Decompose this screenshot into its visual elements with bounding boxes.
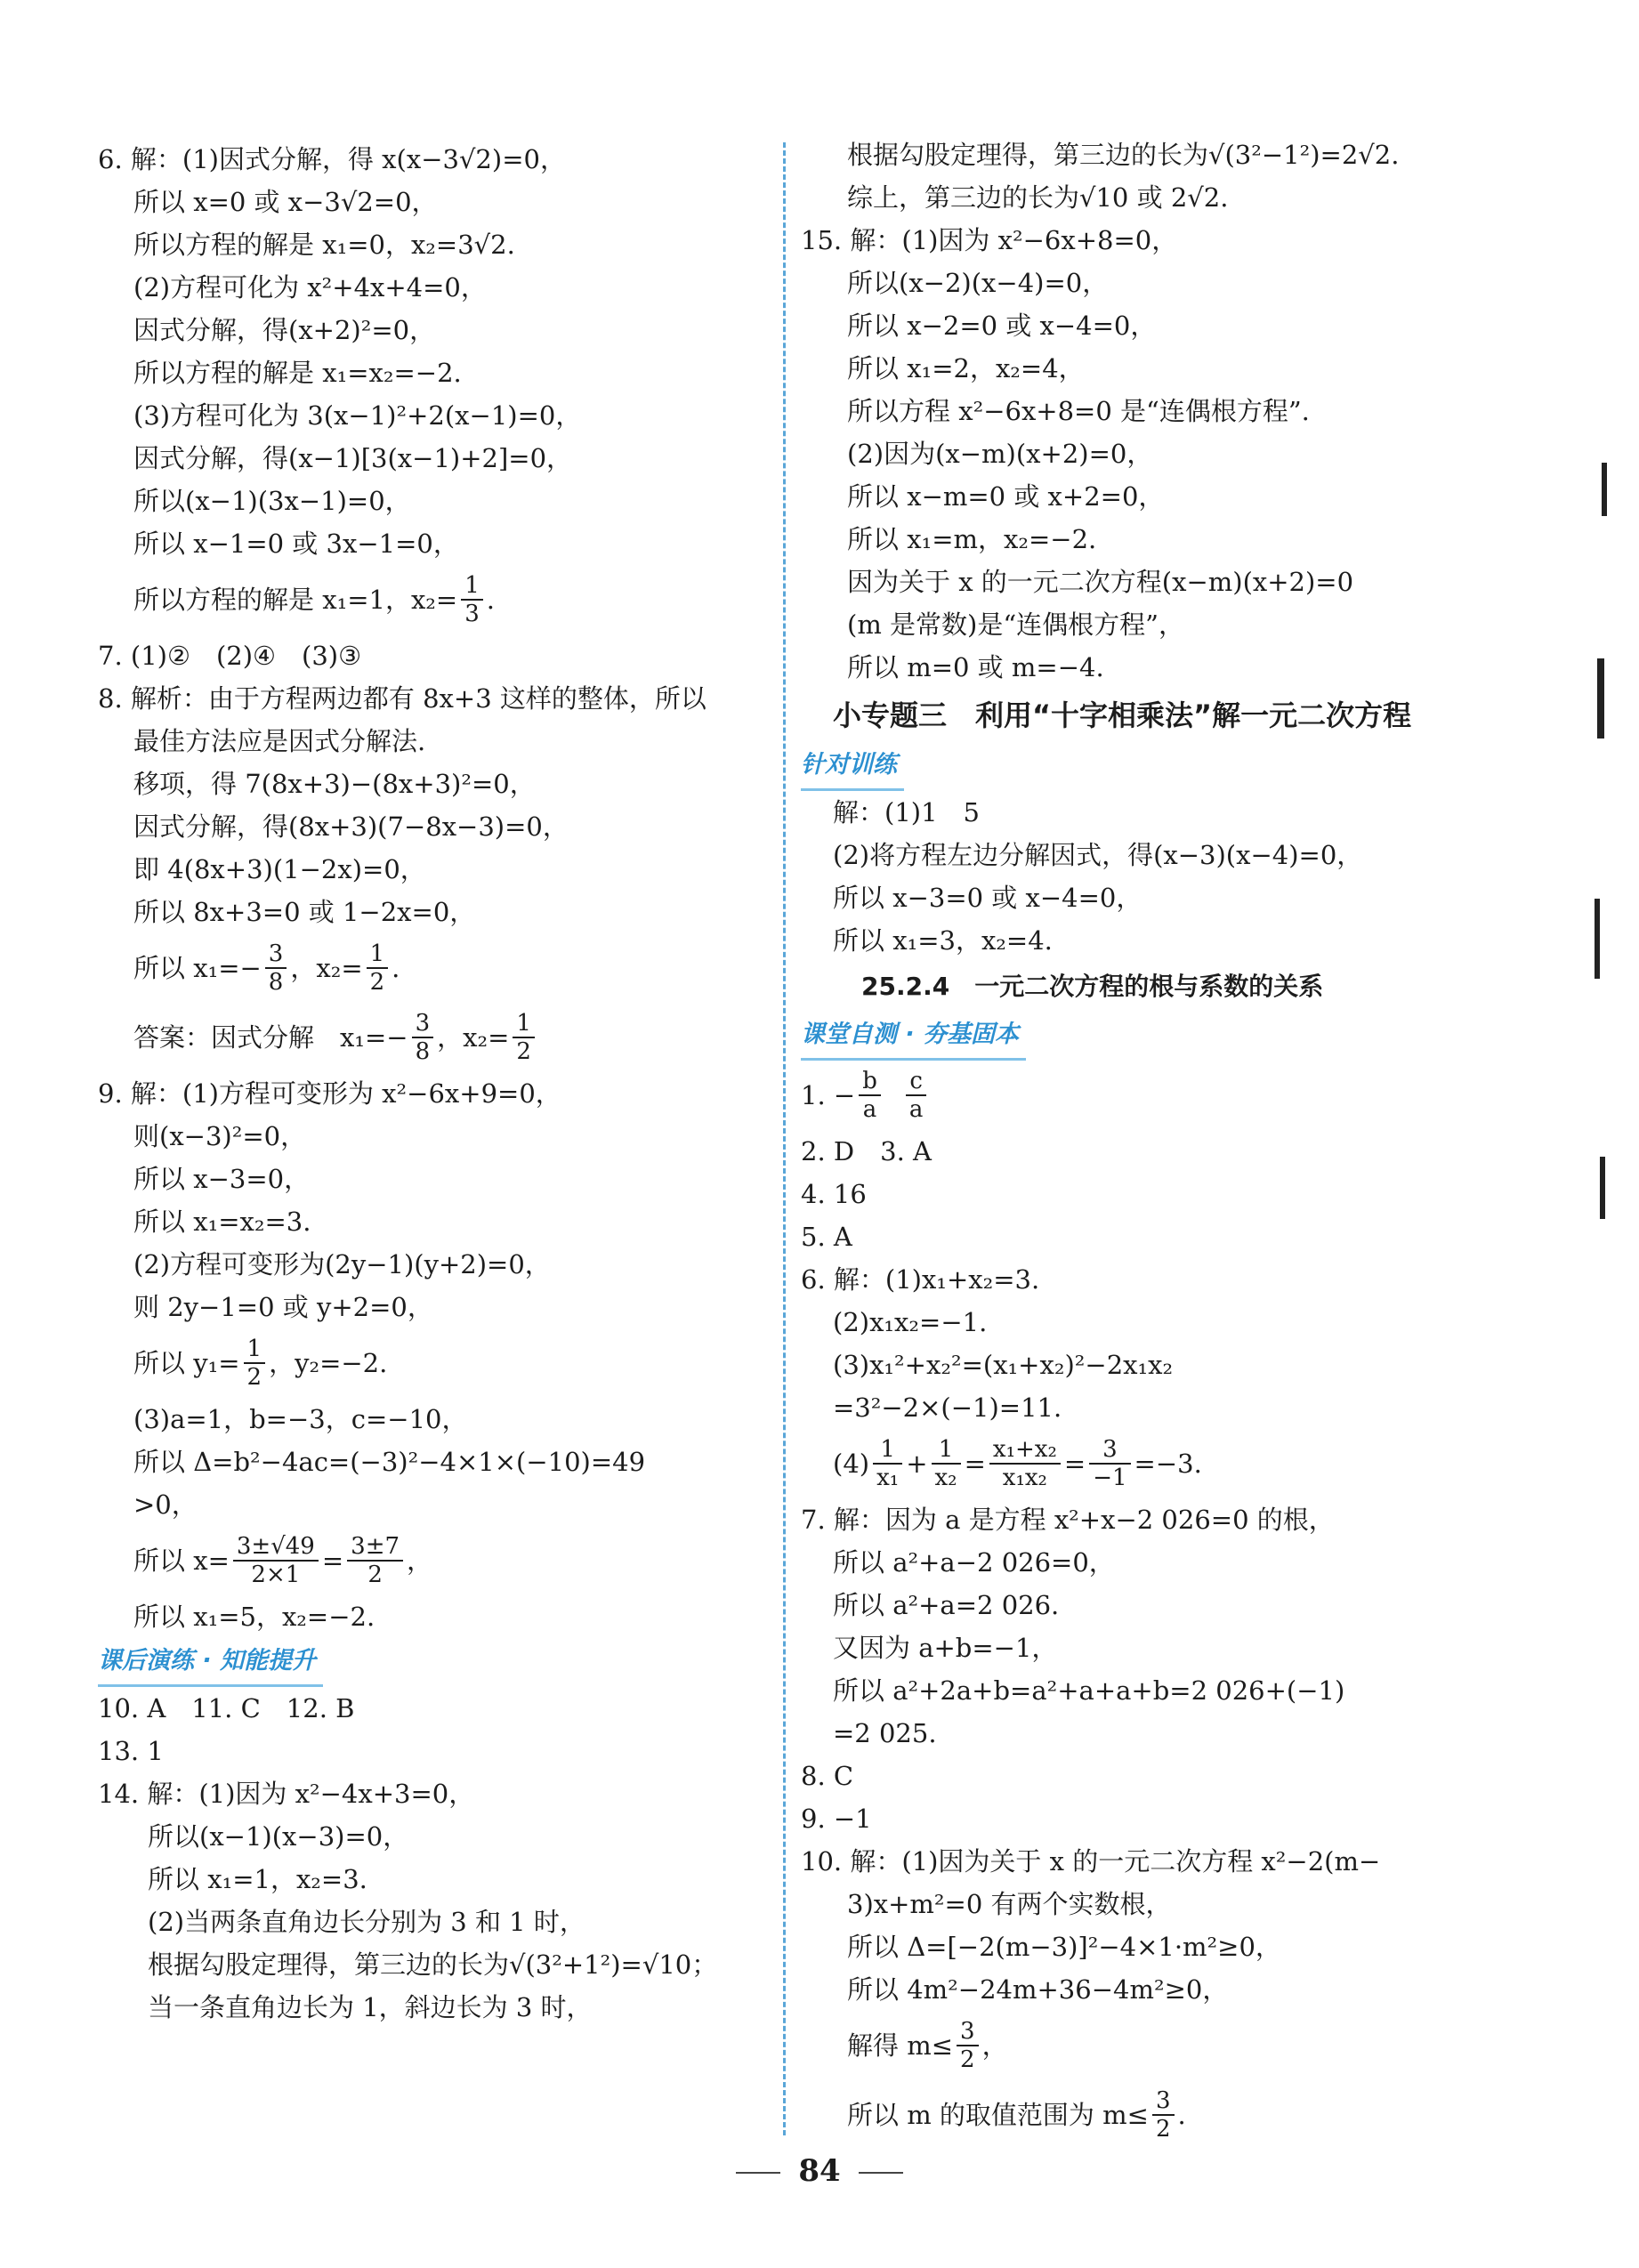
answer-7r-line: =2 025.: [833, 1718, 937, 1748]
fraction: [233, 1533, 319, 1588]
answer-14-line: (2)当两条直角边长分别为 3 和 1 时，: [148, 1907, 585, 1937]
answer-9-line: 则 2y−1=0 或 y+2=0，: [133, 1292, 433, 1322]
denominator: 2: [516, 1038, 531, 1065]
answer-14-line: 当一条直角边长为 1，斜边长为 3 时，: [148, 1992, 593, 2022]
numerator: 1: [244, 1336, 266, 1364]
fraction: [906, 1068, 927, 1123]
answer-6-line: 所以 x−1=0 或 3x−1=0，: [133, 529, 459, 559]
numerator: 3: [265, 940, 287, 969]
text: ，x₂=: [290, 953, 363, 983]
fraction: [513, 1010, 535, 1065]
answer-8-solution-line: [133, 933, 774, 1003]
answer-9-line: 所以 x₁=5，x₂=−2.: [133, 1602, 375, 1632]
answer-15-line: 所以 x₁=2，x₂=4，: [847, 353, 1085, 383]
fraction: [461, 572, 483, 627]
text: 解得 m≤: [847, 2030, 954, 2061]
page-number-dash: [859, 2172, 903, 2174]
numerator: 1: [932, 1436, 961, 1465]
numerator: 1: [873, 1436, 902, 1465]
fraction: [244, 1336, 266, 1391]
answer-9-line: >0，: [133, 1489, 198, 1520]
practice-line: 所以 x−3=0 或 x−4=0，: [833, 883, 1142, 913]
answer-6-line: (3)方程可化为 3(x−1)²+2(x−1)=0，: [133, 400, 582, 431]
answer-6-line: (2)方程可化为 x²+4x+4=0，: [133, 272, 487, 303]
denominator: x₁x₂: [1002, 1465, 1047, 1491]
answer-6r-line: 6. 解：(1)x₁+x₂=3.: [801, 1264, 1040, 1295]
text: 所以 y₁=: [133, 1348, 240, 1378]
text: (4): [833, 1449, 870, 1479]
answer-9-line: 9. 解：(1)方程可变形为 x²−6x+9=0，: [98, 1078, 561, 1109]
denominator: 2: [1155, 2116, 1171, 2143]
text: =: [1063, 1449, 1086, 1479]
answer-7r-line: 所以 a²+a−2 026=0，: [833, 1547, 1115, 1578]
answer-13: 13. 1: [98, 1736, 164, 1766]
answer-6-line: 所以方程的解是 x₁=x₂=−2.: [133, 358, 462, 388]
answer-15-line: 所以 x−m=0 或 x+2=0，: [847, 481, 1165, 512]
answer-6-line: 6. 解：(1)因式分解，得 x(x−3√2)=0，: [98, 144, 566, 174]
lesson-title: 25.2.4 一元二次方程的根与系数的关系: [861, 972, 1324, 1001]
answer-8-line: 移项，得 7(8x+3)−(8x+3)²=0，: [133, 769, 536, 799]
answer-15-line: 所以(x−2)(x−4)=0，: [847, 268, 1109, 298]
answer-9-line: 所以 x−3=0，: [133, 1164, 311, 1194]
text: 答案：因式分解 x₁=−: [133, 1022, 408, 1053]
answer-10r-line: 10. 解：(1)因为关于 x 的一元二次方程 x²−2(m−: [801, 1846, 1381, 1877]
answer-8-line: 最佳方法应是因式分解法.: [133, 726, 426, 756]
answer-6-line: 所以方程的解是 x₁=0，x₂=3√2.: [133, 230, 515, 260]
practice-line: 所以 x₁=3，x₂=4.: [833, 925, 1053, 956]
answer-6-solution-line: [133, 565, 774, 634]
answer-9-line: (2)方程可变形为(2y−1)(y+2)=0，: [133, 1249, 551, 1279]
fraction: [989, 1436, 1061, 1491]
numerator: 3: [957, 2018, 979, 2046]
text: 所以方程的解是 x₁=1，x₂=: [133, 585, 458, 615]
numerator: 3±7: [347, 1533, 403, 1562]
fraction: [1089, 1436, 1130, 1491]
denominator: 2×1: [251, 1562, 301, 1588]
denominator: 8: [415, 1038, 431, 1065]
answer-6-line: 所以 x=0 或 x−3√2=0，: [133, 187, 438, 217]
numerator: 3: [1152, 2087, 1175, 2116]
text: ，y₂=−2.: [269, 1348, 388, 1378]
text: .: [1177, 2100, 1186, 2130]
answer-9-line: 所以 x₁=x₂=3.: [133, 1207, 311, 1237]
answer-15-line: (2)因为(x−m)(x+2)=0，: [847, 439, 1153, 469]
answer-15-line: 因为关于 x 的一元二次方程(x−m)(x+2)=0: [847, 567, 1354, 597]
denominator: 3: [464, 601, 480, 627]
fraction: [1152, 2087, 1175, 2143]
answer-6-line: 所以(x−1)(3x−1)=0，: [133, 486, 411, 516]
text: ，: [407, 1546, 433, 1576]
answer-10-12: 10. A 11. C 12. B: [98, 1693, 355, 1723]
answer-6r-line: =3²−2×(−1)=11.: [833, 1392, 1062, 1423]
numerator: 3: [1089, 1436, 1130, 1465]
answer-15-line: 15. 解：(1)因为 x²−6x+8=0，: [801, 225, 1178, 255]
numerator: 3: [412, 1010, 434, 1038]
answer-10r-line: 3)x+m²=0 有两个实数根，: [847, 1889, 1172, 1919]
answer-9-line: 所以 Δ=b²−4ac=(−3)²−4×1×(−10)=49: [133, 1447, 646, 1477]
answer-15-line: 所以 x₁=m，x₂=−2.: [847, 524, 1097, 554]
answer-9r: 9. −1: [801, 1804, 872, 1834]
answer-7: 7. (1)② (2)④ (3)③: [98, 641, 362, 671]
numerator: b: [859, 1068, 881, 1096]
text: =: [321, 1546, 344, 1576]
answer-6-line: 因式分解，得(x−1)[3(x−1)+2]=0，: [133, 443, 573, 473]
denominator: x₁: [876, 1465, 900, 1491]
numerator: 1: [367, 940, 389, 969]
text: .: [486, 585, 495, 615]
numerator: x₁+x₂: [989, 1436, 1061, 1465]
scan-mark: [1602, 463, 1607, 516]
fraction: [957, 2018, 979, 2073]
answer-10r-line: 所以 Δ=[−2(m−3)]²−4×1·m²≥0，: [847, 1932, 1281, 1962]
text: 所以 m 的取值范围为 m≤: [847, 2100, 1149, 2130]
section-heading-class-test: 课堂自测 · 夯基固本: [801, 1012, 1026, 1061]
answer-7r-line: 又因为 a+b=−1，: [833, 1633, 1058, 1663]
answer-6r-frac-line: [833, 1429, 1477, 1498]
answer-14-cont-line: 综上，第三边的长为√10 或 2√2.: [847, 182, 1229, 213]
section-heading-practice: 针对训练: [801, 742, 904, 791]
text: +: [906, 1449, 928, 1479]
text: =−3.: [1134, 1449, 1202, 1479]
answer-6r-line: (2)x₁x₂=−1.: [833, 1307, 988, 1337]
text: =: [964, 1449, 986, 1479]
numerator: c: [906, 1068, 927, 1096]
page-number: [0, 2153, 1639, 2189]
answer-15-line: 所以 m=0 或 m=−4.: [847, 652, 1104, 682]
page-number-value: 84: [798, 2153, 841, 2189]
denominator: 2: [369, 969, 385, 996]
fraction: [873, 1436, 902, 1491]
text: 所以 x₁=−: [133, 953, 262, 983]
page-number-dash: [736, 2172, 780, 2174]
text: .: [392, 953, 400, 983]
denominator: x₂: [934, 1465, 957, 1491]
left-column: [98, 138, 774, 2029]
section-heading-after-class: 课后演练 · 知能提升: [98, 1638, 323, 1687]
answer-7r-line: 7. 解：因为 a 是方程 x²+x−2 026=0 的根，: [801, 1505, 1335, 1535]
scan-mark: [1595, 899, 1600, 979]
answer-10r-range-line: [847, 2080, 1477, 2150]
answer-14-line: 根据勾股定理得，第三边的长为√(3²+1²)=√10；: [148, 1949, 718, 1980]
answer-8-line: 所以 8x+3=0 或 1−2x=0，: [133, 897, 476, 927]
fraction: [347, 1533, 403, 1588]
answer-8r: 8. C: [801, 1761, 854, 1791]
numerator: 1: [461, 572, 483, 601]
answer-15-line: (m 是常数)是“连偶根方程”，: [847, 609, 1184, 640]
denominator: 2: [960, 2046, 975, 2073]
practice-line: (2)将方程左边分解因式，得(x−3)(x−4)=0，: [833, 840, 1363, 870]
answer-9-y-line: [133, 1328, 774, 1398]
denominator: 8: [268, 969, 284, 996]
answer-9-line: 则(x−3)²=0，: [133, 1121, 307, 1151]
answer-8-line: 8. 解析：由于方程两边都有 8x+3 这样的整体，所以: [98, 683, 706, 714]
answer-9-line: (3)a=1，b=−3，c=−10，: [133, 1404, 468, 1434]
answer-1: [801, 1061, 1477, 1130]
answer-5: 5. A: [801, 1222, 852, 1252]
fraction: [859, 1068, 881, 1123]
answer-7r-line: 所以 a²+a=2 026.: [833, 1590, 1060, 1620]
answer-14-cont-line: 根据勾股定理得，第三边的长为√(3²−1²)=2√2.: [847, 140, 1400, 170]
topic-title: 小专题三 利用“十字相乘法”解一元二次方程: [833, 698, 1412, 732]
column-divider: [783, 142, 786, 2135]
answer-10r-line: 所以 4m²−24m+36−4m²≥0，: [847, 1974, 1229, 2005]
right-column: [801, 133, 1477, 2150]
numerator: 3±√49: [233, 1533, 319, 1562]
fraction: [412, 1010, 434, 1065]
denominator: a: [908, 1096, 924, 1123]
answer-14-line: 所以(x−1)(x−3)=0，: [148, 1821, 409, 1852]
answer-14-line: 14. 解：(1)因为 x²−4x+3=0，: [98, 1779, 475, 1809]
answer-7r-line: 所以 a²+2a+b=a²+a+a+b=2 026+(−1): [833, 1675, 1345, 1706]
denominator: −1: [1093, 1465, 1127, 1491]
numerator: 1: [513, 1010, 535, 1038]
denominator: 2: [367, 1562, 383, 1588]
answer-14-line: 所以 x₁=1，x₂=3.: [148, 1864, 367, 1894]
denominator: 2: [246, 1364, 262, 1391]
text: ，: [981, 2030, 1008, 2061]
answer-9-x-line: [133, 1526, 774, 1595]
text: 1. −: [801, 1080, 856, 1110]
text: 所以 x=: [133, 1546, 230, 1576]
scan-mark: [1600, 1157, 1605, 1219]
practice-line: 解：(1)1 5: [833, 797, 980, 827]
answer-6-line: 因式分解，得(x+2)²=0，: [133, 315, 436, 345]
denominator: a: [862, 1096, 877, 1123]
text: ，x₂=: [437, 1022, 510, 1053]
fraction: [265, 940, 287, 996]
answer-15-line: 所以方程 x²−6x+8=0 是“连偶根方程”.: [847, 396, 1310, 426]
answer-8-final-line: [133, 1003, 774, 1072]
answer-2-3: 2. D 3. A: [801, 1136, 932, 1166]
answer-6r-line: (3)x₁²+x₂²=(x₁+x₂)²−2x₁x₂: [833, 1350, 1174, 1380]
fraction: [932, 1436, 961, 1491]
fraction: [367, 940, 389, 996]
scan-mark: [1597, 658, 1604, 739]
answer-8-line: 因式分解，得(8x+3)(7−8x−3)=0，: [133, 811, 569, 842]
answer-4: 4. 16: [801, 1179, 867, 1209]
answer-8-line: 即 4(8x+3)(1−2x)=0，: [133, 854, 426, 884]
answer-10r-solution-line: [847, 2011, 1477, 2080]
answer-15-line: 所以 x−2=0 或 x−4=0，: [847, 311, 1157, 341]
